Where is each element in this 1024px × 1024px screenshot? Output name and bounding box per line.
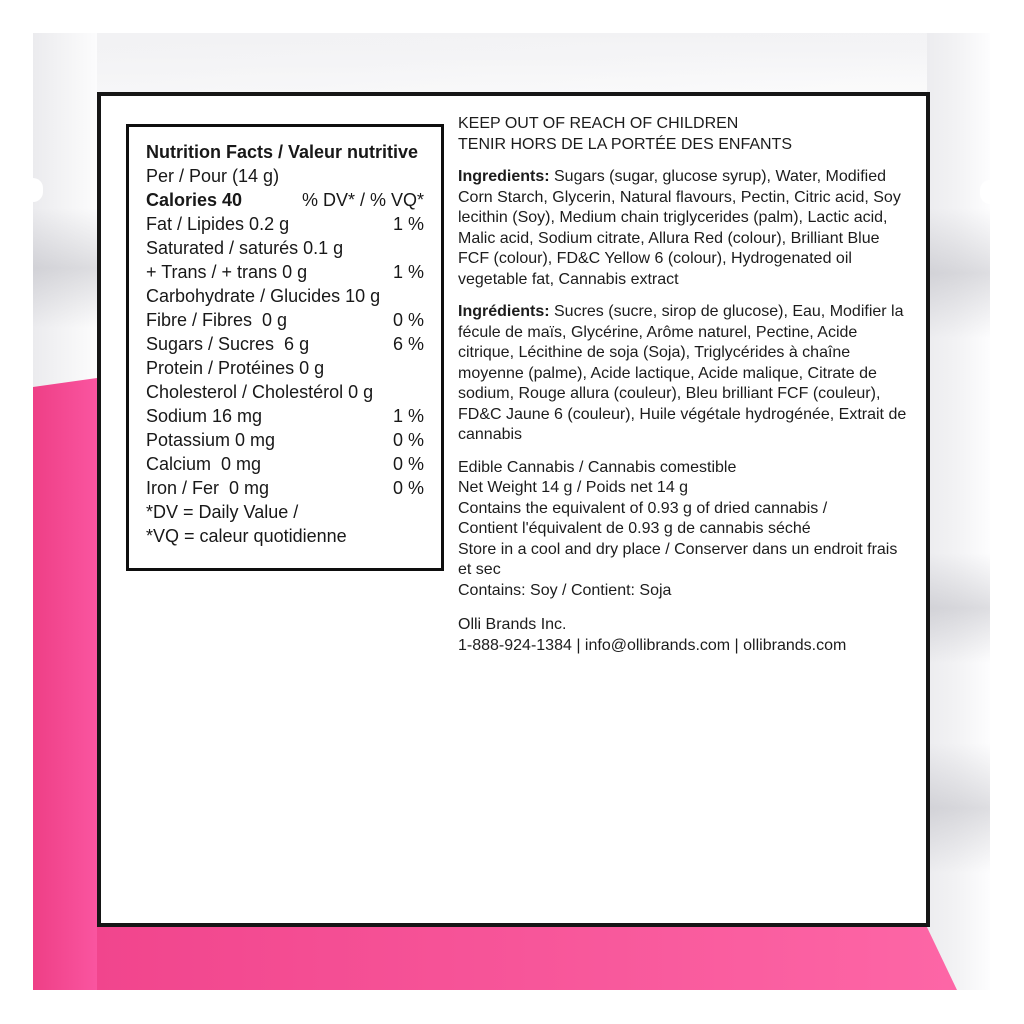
nutrition-row-calcium: Calcium 0 mg 0 % (146, 454, 424, 474)
nutrition-row-cholesterol: Cholesterol / Cholestérol 0 g (146, 382, 374, 402)
thc-equivalent-line-en: Contains the equivalent of 0.93 g of dried cannabis / (458, 499, 828, 517)
pouch-back (33, 33, 990, 990)
ingredients-fr-text: Sucres (sucre, sirop de glucose), Eau, Modifier la fécule de maïs, Glycérine, Arôme naturel, Pectine, Acide citrique, Lécithine de soja (Soja), Triglycérides à chaîne moyenne (palme), Acide lactique, Acide malique, Citrate de sodium, Rouge allura (couleur), Bleu brilliant FCF (couleur), FD&C Jaune 6 (couleur), Huile végétale hydrogénée, Extrait de cannabis (458, 303, 907, 443)
ingredients-en-text: Sugars (sugar, glucose syrup), Water, Modified Corn Starch, Glycerin, Natural flavours, Pectin, Citric acid, Soy lecithin (Soy), Medium chain triglycerides (palm), Lactic acid, Malic acid, Sodium citrate, Allura Red (colour), Brilliant Blue FCF (colour), FD&C Yellow 6 (colour), Hydrogenated oil vegetable fat, Cannabis extract (458, 168, 901, 288)
allergen-line: Contains: Soy / Contient: Soja (458, 581, 672, 599)
product-class-line: Edible Cannabis / Cannabis comestible (458, 458, 737, 476)
nutrition-row-saturated: Saturated / saturés 0.1 g (146, 238, 344, 258)
nutrition-row-trans: + Trans / + trans 0 g 1 % (146, 262, 424, 282)
warning-en: KEEP OUT OF REACH OF CHILDREN (458, 115, 739, 132)
pouch-crease (927, 208, 990, 338)
calories-label: Calories 40 (146, 190, 243, 210)
nutrition-row-carbohydrate: Carbohydrate / Glucides 10 g (146, 286, 381, 306)
nutrition-row-sodium: Sodium 16 mg 1 % (146, 406, 424, 426)
dv-footnote: *DV = Daily Value / (146, 502, 299, 522)
product-info-block (458, 458, 910, 602)
company-contact: 1-888-924-1384 | info@ollibrands.com | ollibrands.com (458, 636, 847, 654)
pink-artwork-left (33, 378, 97, 990)
label-right-column (458, 114, 910, 656)
ingredients-fr (458, 302, 910, 446)
ingredients-en-label: Ingredients: (458, 168, 550, 185)
net-weight-line: Net Weight 14 g / Poids net 14 g (458, 479, 689, 496)
serving-size: Per / Pour (14 g) (146, 166, 280, 186)
nutrition-row-iron: Iron / Fer 0 mg 0 % (146, 478, 424, 498)
warning-fr: TENIR HORS DE LA PORTÉE DES ENFANTS (458, 135, 792, 153)
company-block (458, 615, 910, 656)
thc-equivalent-line-fr: Contient l'équivalent de 0.93 g de cannabis séché (458, 520, 811, 537)
storage-line: Store in a cool and dry place / Conserver dans un endroit frais et sec (458, 540, 898, 578)
pink-artwork-bottom (97, 927, 957, 990)
nutrition-row-fat: Fat / Lipides 0.2 g 1 % (146, 214, 424, 234)
ingredients-en (458, 167, 910, 290)
nutrition-row-protein: Protein / Protéines 0 g (146, 358, 325, 378)
company-name: Olli Brands Inc. (458, 616, 567, 633)
pouch-crease (33, 208, 97, 328)
warning-block (458, 114, 910, 155)
nutrition-row-potassium: Potassium 0 mg 0 % (146, 430, 424, 450)
ingredients-fr-label: Ingrédients: (458, 303, 550, 320)
nutrition-facts-panel (126, 124, 444, 571)
tear-notch-right (980, 180, 1000, 204)
nutrition-row-fibre: Fibre / Fibres 0 g 0 % (146, 310, 424, 330)
regulatory-label (97, 92, 930, 927)
calories-row (146, 188, 424, 212)
nutrition-row-sugars: Sugars / Sucres 6 g 6 % (146, 334, 424, 354)
vq-footnote: *VQ = caleur quotidienne (146, 526, 347, 546)
dv-header: % DV* / % VQ* (301, 190, 424, 210)
pouch-crease (927, 553, 990, 663)
tear-notch-left (23, 178, 43, 202)
nutrition-title: Nutrition Facts / Valeur nutritive (146, 142, 419, 162)
pouch-crease (927, 743, 990, 873)
